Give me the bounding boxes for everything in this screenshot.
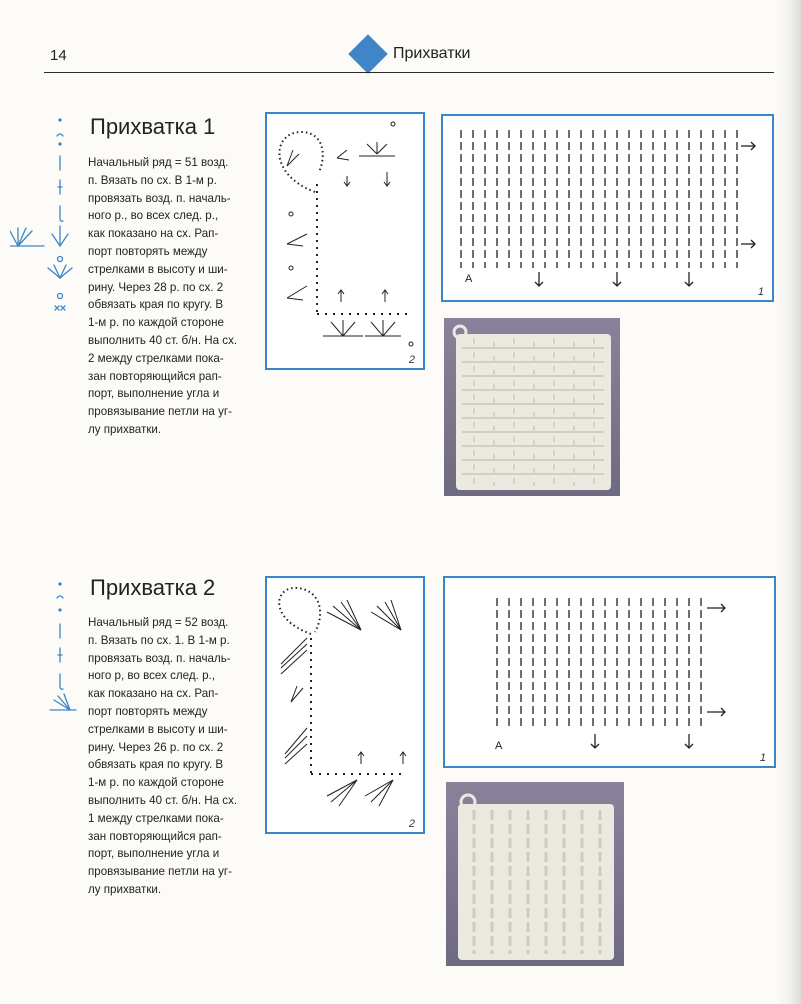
page-edge-shadow [775,0,801,1004]
potholder-image [444,318,620,496]
edge-chart [265,112,425,370]
start-label: A [495,740,503,752]
section-body-text: Начальный ряд = 51 возд. п. Вязать по сх. В 1-м р. провязать возд. п. началь- ного р., во всех след. р., как показано на сх. Рап- порт повторять между стрелками в высоту и ши- рину. Через 28 р. по сх. 2 обвязать края по кругу. В 1-м р. по каждой стороне выполнить 40 ст. б/н. На сх. 2 между стрелками пока- зан повторяющийся рап- порт, выполнение угла и провязывание петли на уг- лу прихватки. [88,156,238,436]
stitch-symbol-icon [10,118,90,318]
figure-number: 1 [757,286,764,298]
section-body-text: Начальный ряд = 52 возд. п. Вязать по сх. 1. В 1-м р. провязать возд. п. началь- ного р, во всех след. р., как показано на сх. Рап- порт повторять между стрелками в высоту и ши- рину. Через 26 р. по сх. 2 обвязать края по кругу. В 1-м р. по каждой стороне выполнить 40 ст. б/н. На сх. 1 между стрелками пока- зан повторяющийся рап- порт, выполнение угла и провязывание петли на уг- лу прихватки. [88,616,238,896]
edge-chart-diagram [267,114,423,368]
start-label: A [465,273,473,285]
figure-number: 2 [408,818,415,830]
stitch-grid-diagram [445,578,774,766]
stitch-legend [10,118,90,323]
edge-chart-diagram [267,578,423,832]
chapter-title: Прихватки [393,45,471,62]
header-rule [44,72,774,73]
edge-chart [265,576,425,834]
main-stitch-chart [443,576,776,768]
figure-number: 1 [759,752,766,764]
potholder-image [446,782,624,966]
main-stitch-chart [441,114,774,302]
blue-diamond-icon [348,34,388,74]
stitch-legend [10,582,90,727]
stitch-symbol-icon [10,582,90,722]
section-title: Прихватка 2 [90,575,216,600]
potholder-photo-2 [446,782,624,966]
stitch-grid-diagram [443,116,772,300]
section-title: Прихватка 1 [90,114,216,139]
potholder-photo-1 [444,318,620,496]
page-number: 14 [50,47,67,64]
figure-number: 2 [408,354,415,366]
